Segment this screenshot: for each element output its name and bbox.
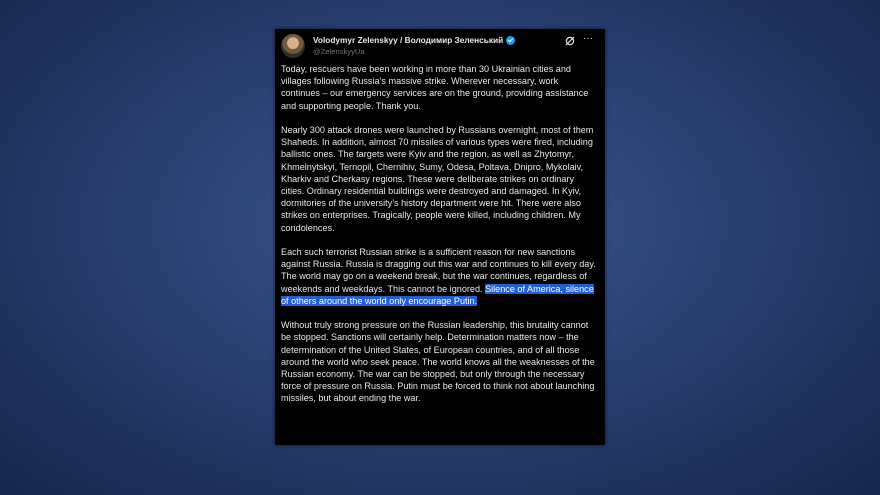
tweet-paragraph-1: Today, rescuers have been working in more than 30 Ukrainian cities and villages following Russia’s massive strike. Wherever necessary, work continues – our emergency services are on the ground, providing assistance and supporting people. Thank you. [281,64,589,111]
tweet-paragraph-2: Nearly 300 attack drones were launched by Russians overnight, most of them Shaheds. In addition, almost 70 missiles of various types were fired, including ballistic ones. The targets were Kyiv and the region, as well as Zhytomyr, Khmelnytskyi, Ternopil, Chernihiv, Sumy, Odesa, Poltava, Dnipro, Mykolaiv, Kharkiv and Cherkasy regions. These were deliberate strikes on ordinary cities. Ordinary residential buildings were destroyed and damaged. In Kyiv, dormitories of the university’s history department were hit. There were also strikes on enterprises. Tragically, people were killed, including children. My condolences. [281,125,594,233]
tweet-card [275,29,605,445]
author-name[interactable]: Volodymyr Zelenskyy / Володимир Зеленський [313,35,504,45]
avatar[interactable] [281,34,305,58]
author-handle[interactable]: @ZelenskyyUa [313,47,365,56]
tweet-paragraph-4: Without truly strong pressure on the Russian leadership, this brutality cannot be stopped. Sanctions will certainly help. Determination matters now – the determination of the United States, of European countries, and of all those around the world who seek peace. The world knows all the weaknesses of the Russian economy. The war can be stopped, but only through the necessary force of pressure on Russia. Putin must be forced to think not about launching missiles, but about ending the war. [281,320,595,404]
grok-icon[interactable] [565,36,575,46]
tweet-header [281,33,599,63]
tweet-paragraph-3 [281,246,599,307]
verified-badge-icon [506,36,515,45]
highlighted-text-selection: Silence of America, silence of others around the world only encourage Putin. [281,283,594,306]
more-options-icon[interactable]: ··· [583,33,593,44]
tweet-paragraph-3-text: Each such terrorist Russian strike is a sufficient reason for new sanctions against Russia. Russia is dragging out this war and continues to kill every day. The world may go on a weekend break, but the war continues, regardless of weekends and weekdays. This cannot be ignored. [281,247,596,294]
tweet-body [281,63,599,405]
author-name-row[interactable] [313,35,515,45]
